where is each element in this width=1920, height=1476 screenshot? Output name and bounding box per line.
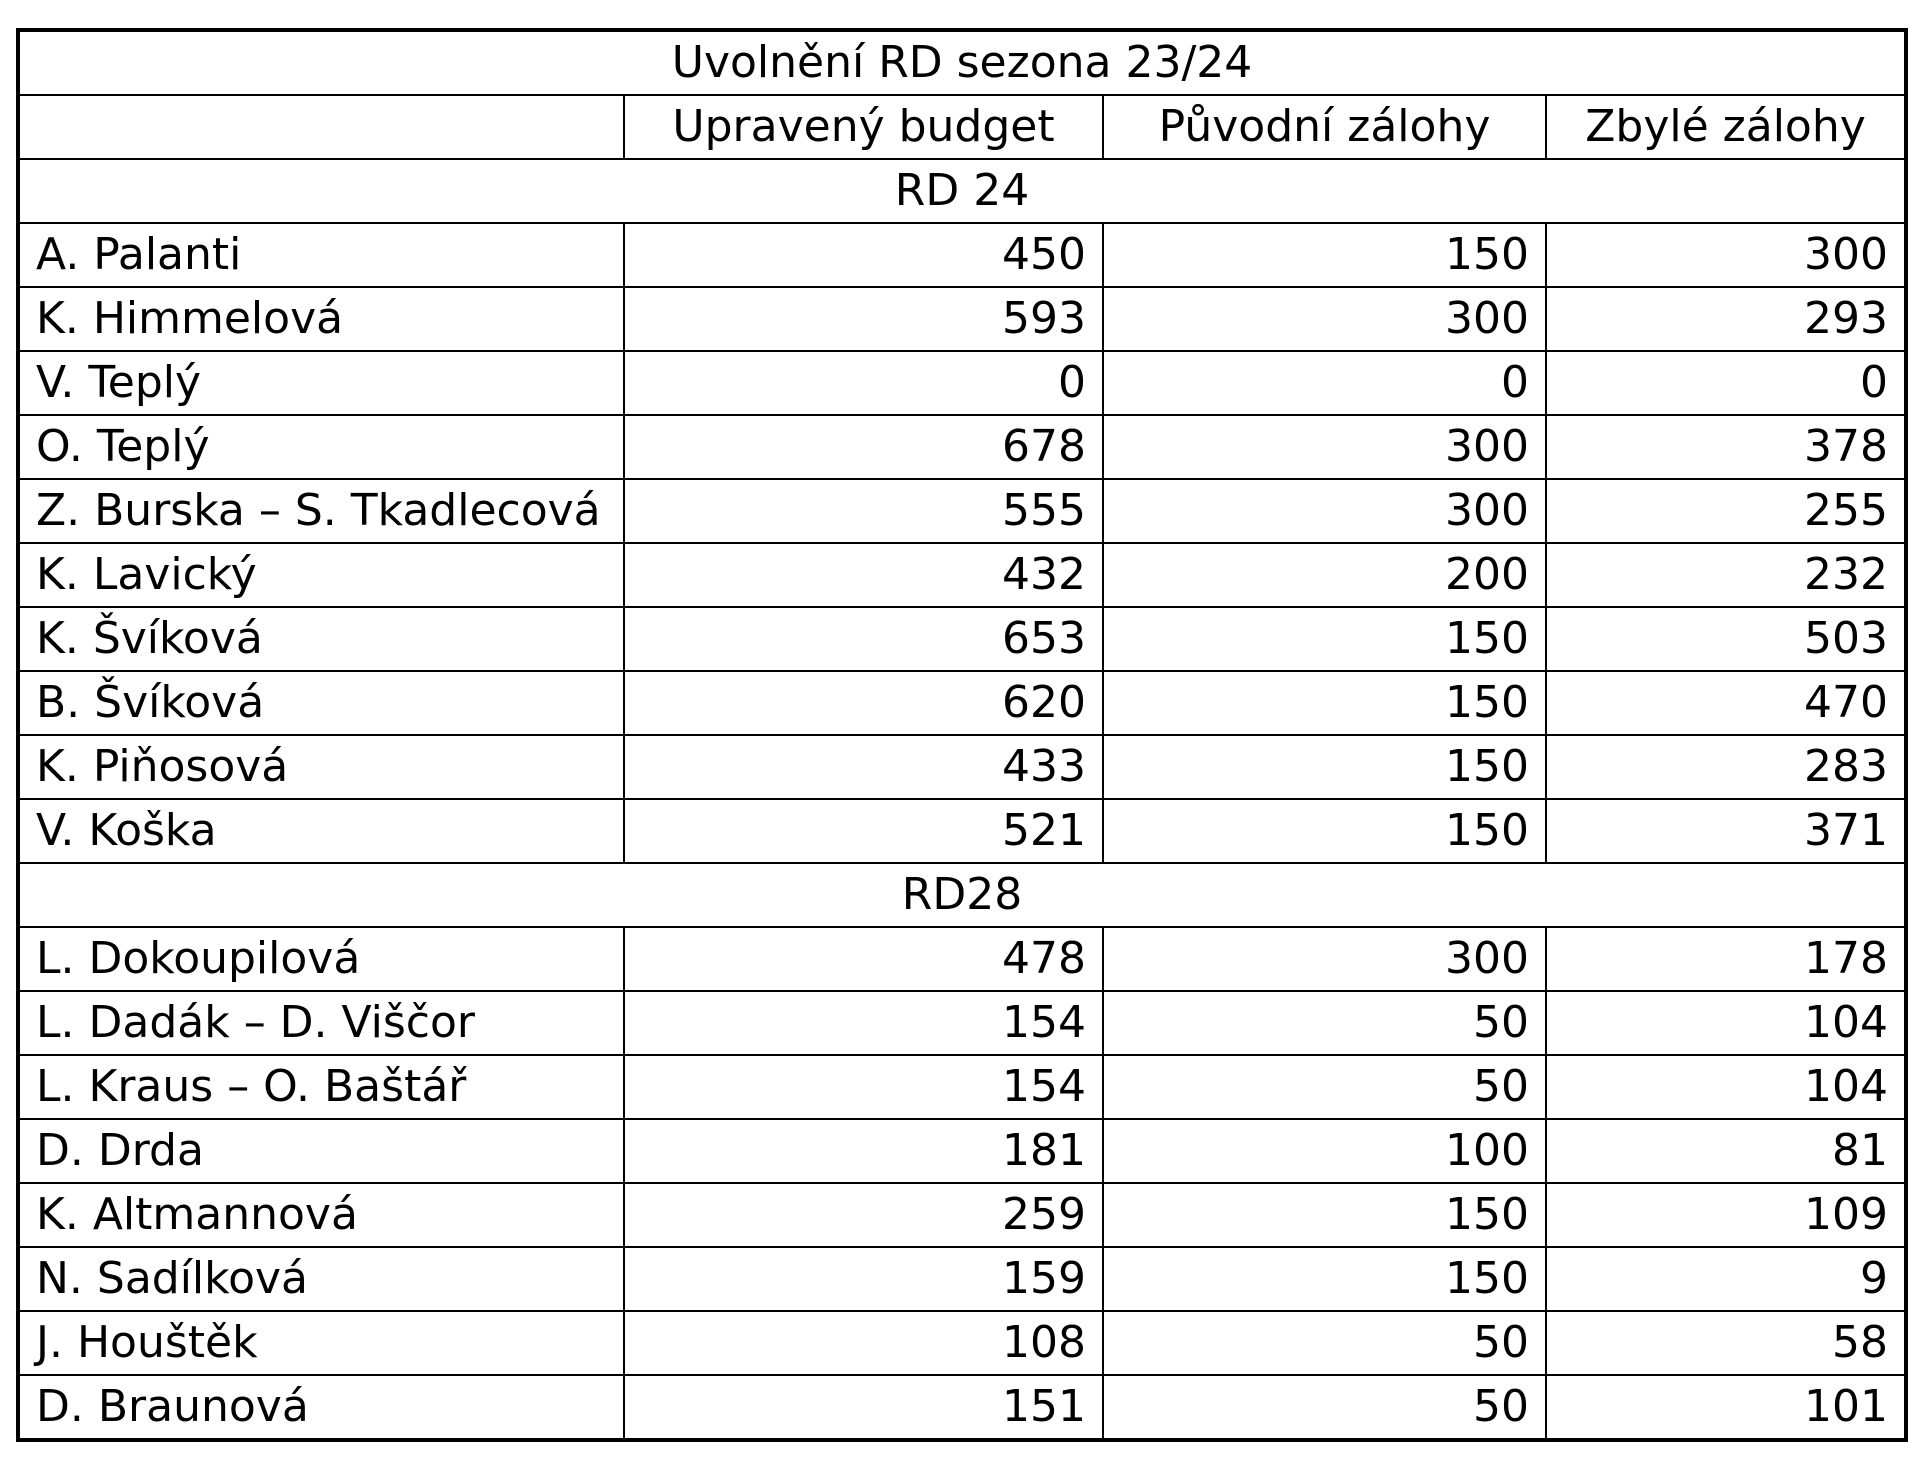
table-row — [20, 1119, 1904, 1183]
table-row — [20, 223, 1904, 287]
cell-budget: 154 — [624, 1055, 1103, 1119]
cell-name: L. Dadák – D. Viščor — [20, 991, 624, 1055]
table-row — [20, 991, 1904, 1055]
cell-remaining: 104 — [1546, 991, 1904, 1055]
cell-remaining: 283 — [1546, 735, 1904, 799]
cell-budget: 521 — [624, 799, 1103, 863]
cell-original: 50 — [1103, 1375, 1546, 1438]
cell-budget: 151 — [624, 1375, 1103, 1438]
cell-name: V. Teplý — [20, 351, 624, 415]
cell-original: 300 — [1103, 287, 1546, 351]
table-row — [20, 351, 1904, 415]
cell-name: N. Sadílková — [20, 1247, 624, 1311]
table-title: Uvolnění RD sezona 23/24 — [20, 32, 1904, 95]
cell-original: 150 — [1103, 671, 1546, 735]
cell-name: L. Dokoupilová — [20, 927, 624, 991]
table-row — [20, 607, 1904, 671]
cell-remaining: 503 — [1546, 607, 1904, 671]
section-title: RD28 — [20, 863, 1904, 927]
title-row — [20, 32, 1904, 95]
cell-remaining: 104 — [1546, 1055, 1904, 1119]
cell-original: 150 — [1103, 1247, 1546, 1311]
cell-original: 150 — [1103, 799, 1546, 863]
cell-original: 50 — [1103, 1055, 1546, 1119]
cell-original: 150 — [1103, 1183, 1546, 1247]
cell-remaining: 58 — [1546, 1311, 1904, 1375]
cell-budget: 181 — [624, 1119, 1103, 1183]
header-row — [20, 95, 1904, 159]
cell-original: 150 — [1103, 735, 1546, 799]
cell-original: 50 — [1103, 991, 1546, 1055]
section-row — [20, 863, 1904, 927]
table-row — [20, 543, 1904, 607]
cell-name: O. Teplý — [20, 415, 624, 479]
table-row — [20, 735, 1904, 799]
cell-name: B. Švíková — [20, 671, 624, 735]
cell-remaining: 232 — [1546, 543, 1904, 607]
cell-remaining: 9 — [1546, 1247, 1904, 1311]
table-row — [20, 1055, 1904, 1119]
table-row — [20, 1247, 1904, 1311]
cell-budget: 620 — [624, 671, 1103, 735]
cell-budget: 555 — [624, 479, 1103, 543]
table-row — [20, 671, 1904, 735]
cell-remaining: 109 — [1546, 1183, 1904, 1247]
cell-original: 150 — [1103, 607, 1546, 671]
cell-name: J. Houštěk — [20, 1311, 624, 1375]
table-row — [20, 927, 1904, 991]
table-row — [20, 1183, 1904, 1247]
cell-budget: 259 — [624, 1183, 1103, 1247]
spreadsheet-table-container — [16, 28, 1908, 1442]
cell-name: K. Altmannová — [20, 1183, 624, 1247]
cell-name: K. Piňosová — [20, 735, 624, 799]
cell-remaining: 371 — [1546, 799, 1904, 863]
cell-original: 100 — [1103, 1119, 1546, 1183]
table-row — [20, 799, 1904, 863]
budget-table — [20, 32, 1904, 1438]
cell-budget: 159 — [624, 1247, 1103, 1311]
cell-remaining: 300 — [1546, 223, 1904, 287]
cell-budget: 108 — [624, 1311, 1103, 1375]
section-row — [20, 159, 1904, 223]
table-row — [20, 1375, 1904, 1438]
header-cell-name — [20, 95, 624, 159]
header-cell-budget: Upravený budget — [624, 95, 1103, 159]
header-cell-original: Původní zálohy — [1103, 95, 1546, 159]
cell-original: 300 — [1103, 479, 1546, 543]
cell-budget: 678 — [624, 415, 1103, 479]
table-row — [20, 479, 1904, 543]
cell-name: K. Himmelová — [20, 287, 624, 351]
cell-name: K. Lavický — [20, 543, 624, 607]
cell-name: D. Braunová — [20, 1375, 624, 1438]
cell-name: L. Kraus – O. Baštář — [20, 1055, 624, 1119]
cell-original: 300 — [1103, 927, 1546, 991]
cell-name: V. Koška — [20, 799, 624, 863]
cell-original: 200 — [1103, 543, 1546, 607]
cell-name: D. Drda — [20, 1119, 624, 1183]
cell-remaining: 293 — [1546, 287, 1904, 351]
cell-remaining: 101 — [1546, 1375, 1904, 1438]
cell-remaining: 378 — [1546, 415, 1904, 479]
cell-budget: 653 — [624, 607, 1103, 671]
cell-remaining: 255 — [1546, 479, 1904, 543]
cell-budget: 154 — [624, 991, 1103, 1055]
cell-budget: 478 — [624, 927, 1103, 991]
cell-remaining: 178 — [1546, 927, 1904, 991]
cell-remaining: 81 — [1546, 1119, 1904, 1183]
cell-name: A. Palanti — [20, 223, 624, 287]
cell-budget: 0 — [624, 351, 1103, 415]
cell-budget: 450 — [624, 223, 1103, 287]
cell-remaining: 0 — [1546, 351, 1904, 415]
cell-budget: 432 — [624, 543, 1103, 607]
cell-original: 300 — [1103, 415, 1546, 479]
cell-budget: 593 — [624, 287, 1103, 351]
table-row — [20, 415, 1904, 479]
cell-remaining: 470 — [1546, 671, 1904, 735]
header-cell-remaining: Zbylé zálohy — [1546, 95, 1904, 159]
cell-original: 50 — [1103, 1311, 1546, 1375]
table-row — [20, 287, 1904, 351]
cell-original: 150 — [1103, 223, 1546, 287]
cell-original: 0 — [1103, 351, 1546, 415]
cell-name: Z. Burska – S. Tkadlecová — [20, 479, 624, 543]
section-title: RD 24 — [20, 159, 1904, 223]
table-row — [20, 1311, 1904, 1375]
cell-budget: 433 — [624, 735, 1103, 799]
cell-name: K. Švíková — [20, 607, 624, 671]
